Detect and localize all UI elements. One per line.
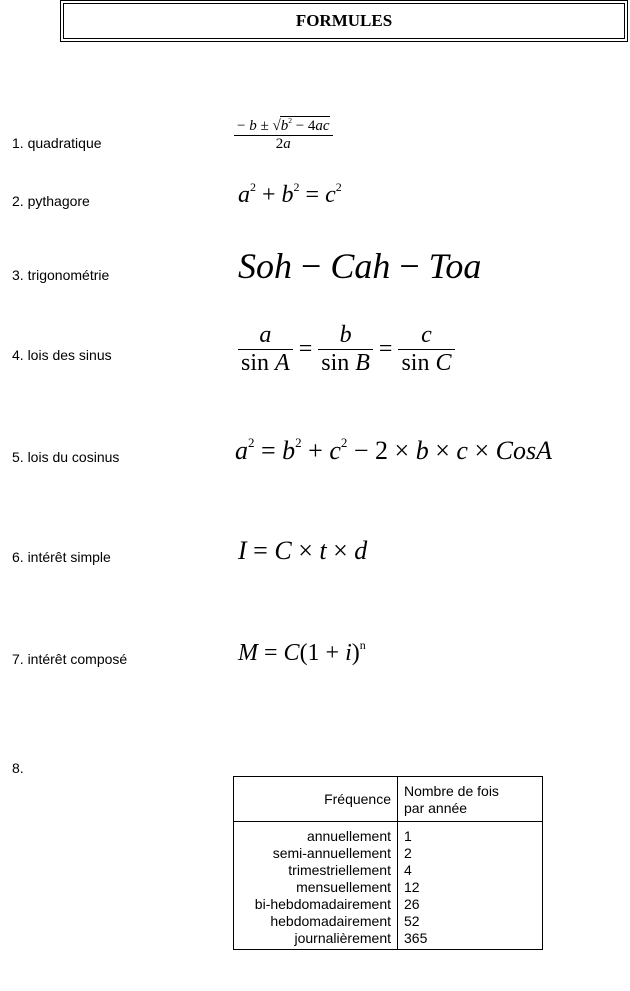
table-cell: 4	[404, 862, 412, 878]
header-nombre-de-fois: Nombre de fois par année	[398, 777, 543, 822]
table-cell: 52	[404, 913, 420, 929]
sines-fraction-b: $\frac{b}{\text{sin B}}$	[318, 322, 373, 377]
formula-trigonometrie: Soh − Cah − Toa	[238, 246, 482, 286]
label-frequence-table: 8.	[12, 760, 24, 776]
frequency-column	[234, 822, 398, 950]
formula-interet-compose: $M = C(1 + i)^n$	[238, 637, 366, 666]
table-cell: 365	[404, 930, 428, 946]
table-cell: annuellement	[306, 828, 391, 844]
quadratic-denominator: 2a	[275, 136, 291, 152]
table-body-row	[234, 822, 543, 950]
table-cell: bi-hebdomadairement	[254, 896, 391, 912]
table-cell: 12	[404, 879, 420, 895]
table-cell: hebdomadairement	[270, 913, 391, 929]
table-header-row	[234, 777, 543, 822]
label-interet-simple: 6. intérêt simple	[12, 549, 111, 565]
label-pythagore: 2. pythagore	[12, 193, 90, 209]
quadratic-numerator: − $b \pm √b^2 - 4ac$	[234, 116, 333, 136]
sines-fraction-a: $\frac{a}{\text{sin A}}$	[238, 322, 293, 377]
label-interet-compose: 7. intérêt composé	[12, 651, 128, 667]
table-cell: journalièrement	[294, 930, 391, 946]
label-trigonometrie: 3. trigonométrie	[12, 267, 110, 283]
page-title: FORMULES	[63, 3, 625, 39]
table-cell: 1	[404, 828, 412, 844]
times-column	[398, 822, 543, 950]
table-cell: 26	[404, 896, 420, 912]
table-cell: 2	[404, 845, 412, 861]
table-cell: semi-annuellement	[272, 845, 391, 861]
title-box	[60, 0, 628, 42]
table-cell: trimestriellement	[288, 862, 391, 878]
label-lois-cosinus: 5. lois du cosinus	[12, 449, 120, 465]
sines-fraction-c: $\frac{c}{\text{sin C}}$	[398, 322, 454, 377]
label-lois-sinus: 4. lois des sinus	[12, 347, 112, 363]
formula-lois-sinus: $\frac{a}{\text{sin A}}$ = $\frac{b}{\text{sin B}}$ = $\frac{c}{\text{sin C}}$	[238, 322, 455, 377]
label-quadratique: 1. quadratique	[12, 135, 102, 151]
formula-quadratique	[234, 116, 333, 153]
formula-pythagore: $a^2 + b^2 = c^2$	[238, 179, 342, 208]
frequency-table	[233, 776, 543, 950]
table-cell: mensuellement	[296, 879, 391, 895]
quadratic-fraction	[234, 116, 333, 153]
header-frequence: Fréquence	[234, 777, 398, 822]
formula-lois-cosinus: $a^2 = b^2 + c^2 - 2 \times b \times c$ × CosA	[235, 434, 552, 465]
formula-interet-simple: I = C × t × d	[238, 536, 368, 565]
